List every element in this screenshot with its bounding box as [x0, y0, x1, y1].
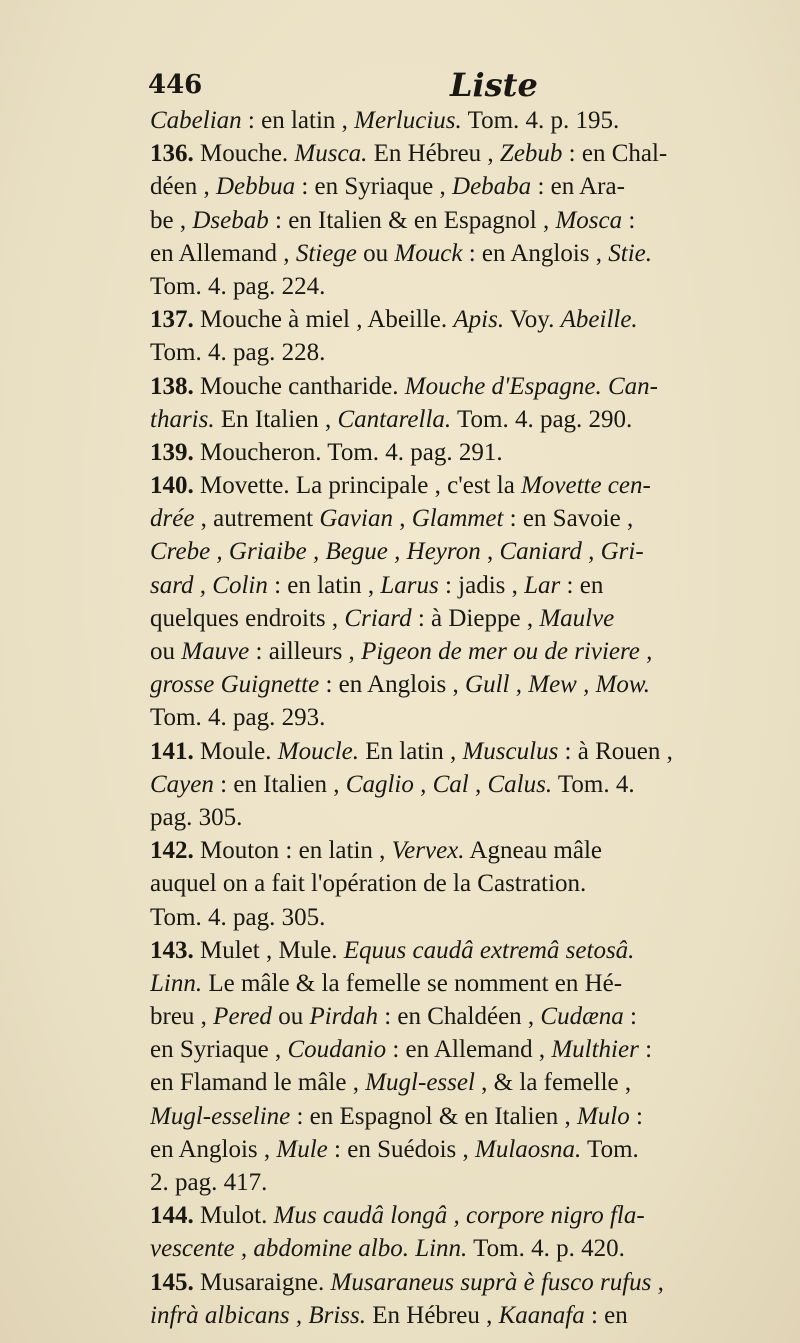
italic-term: Gavian: [319, 505, 393, 533]
text-segment: : en latin ,: [267, 571, 381, 599]
italic-term: Pigeon de mer ou de riviere ,: [361, 638, 653, 665]
text-segment: ,: [392, 505, 412, 533]
text-segment: :: [623, 1003, 637, 1031]
italic-term: Caglio , Cal , Calus.: [345, 770, 553, 798]
text-segment: Tom. 4. p. 195.: [461, 107, 620, 134]
italic-term: Linn.: [150, 969, 203, 997]
text-segment: En Italien ,: [214, 405, 338, 433]
italic-term: Mulaosna.: [475, 1135, 582, 1163]
text-line: [150, 1299, 770, 1332]
text-line: [150, 403, 770, 436]
text-line: [150, 768, 770, 801]
text-segment: : en Suédois ,: [327, 1135, 475, 1163]
text-segment: : en Chaldéen ,: [377, 1003, 541, 1031]
text-segment: Musaraigne.: [193, 1268, 331, 1296]
text-line: [150, 668, 770, 701]
italic-term: vescente , abdomine albo. Linn.: [150, 1235, 468, 1263]
italic-term: Dsebab: [192, 206, 269, 234]
text-line: [150, 1066, 770, 1099]
text-segment: Mouton : en latin ,: [193, 837, 392, 865]
text-line: [150, 635, 770, 668]
italic-term: Mulo: [576, 1102, 630, 1130]
italic-term: Musculus: [462, 737, 559, 765]
italic-term: Stie.: [608, 239, 653, 267]
italic-term: Debaba: [452, 173, 532, 201]
italic-term: Moucle.: [277, 737, 359, 765]
italic-term: Movette cen-: [521, 472, 651, 500]
italic-term: grosse Guignette: [150, 671, 320, 699]
italic-term: Mule: [276, 1135, 328, 1163]
text-segment: : en Anglois ,: [319, 671, 466, 699]
text-segment: : en Allemand ,: [386, 1036, 552, 1064]
italic-term: Multhier: [551, 1036, 639, 1064]
text-line: [150, 569, 770, 602]
italic-term: Abeille.: [560, 306, 638, 334]
text-segment: breu ,: [150, 1003, 214, 1031]
entry-number: 145.: [150, 1268, 194, 1296]
italic-term: Cantarella.: [337, 405, 452, 433]
text-line: [150, 303, 770, 336]
text-segment: : ailleurs ,: [249, 638, 362, 665]
text-segment: Tom. 4. pag. 228.: [150, 339, 326, 367]
text-segment: : en Syriaque ,: [295, 173, 453, 201]
entry-number: 144.: [150, 1202, 194, 1230]
text-line: [150, 535, 770, 568]
text-segment: Tom. 4. p. 420.: [467, 1235, 625, 1263]
text-segment: : en Italien ,: [213, 770, 346, 798]
text-segment: ,: [480, 538, 500, 566]
text-segment: : en Espagnol & en Italien ,: [290, 1102, 577, 1130]
text-segment: en Syriaque ,: [150, 1036, 288, 1064]
text-segment: : en Savoie ,: [503, 505, 634, 533]
italic-term: Vervex.: [391, 837, 465, 865]
text-segment: Moule.: [193, 737, 278, 765]
text-line: [150, 901, 770, 934]
entry-number: 143.: [150, 936, 194, 964]
italic-term: Cabelian: [150, 107, 242, 134]
text-segment: : à Dieppe ,: [411, 604, 540, 632]
text-line: [150, 469, 770, 502]
entry-number: 142.: [150, 837, 194, 865]
text-segment: Voy.: [504, 306, 561, 334]
italic-term: Mouche d'Espagne. Can-: [404, 372, 658, 400]
italic-term: infrà albicans , Briss.: [150, 1301, 366, 1329]
text-segment: déen ,: [150, 173, 216, 201]
text-segment: Mulot.: [193, 1202, 274, 1230]
text-segment: : en Ara-: [531, 173, 625, 201]
text-segment: Moucheron. Tom. 4. pag. 291.: [193, 438, 503, 466]
text-segment: , autrement: [194, 505, 320, 533]
text-line: [150, 735, 770, 768]
italic-term: Musaraneus suprà è fusco rufus ,: [330, 1268, 664, 1296]
italic-term: Lar: [524, 571, 561, 599]
text-line: [150, 370, 770, 403]
text-line: [150, 934, 770, 967]
italic-term: Apis.: [453, 306, 505, 334]
text-segment: , & la femelle ,: [474, 1069, 632, 1097]
text-line: [150, 336, 770, 369]
text-segment: Mouche.: [193, 140, 295, 168]
entry-number: 137.: [150, 306, 194, 334]
text-segment: ou: [356, 239, 395, 267]
italic-term: Kaanafa: [498, 1301, 585, 1329]
text-line: [150, 204, 770, 237]
text-line: [150, 1000, 770, 1033]
text-segment: en Flamand le mâle ,: [150, 1069, 366, 1097]
italic-term: Pered: [213, 1003, 272, 1031]
text-segment: en Anglois ,: [150, 1135, 277, 1163]
italic-term: drée: [150, 505, 195, 533]
page-number: 446: [148, 70, 203, 100]
text-line: [150, 701, 770, 734]
italic-term: Glammet: [411, 505, 504, 533]
text-line: [150, 1133, 770, 1166]
text-segment: Movette. La principale , c'est la: [193, 472, 522, 500]
text-line: [150, 1100, 770, 1133]
italic-term: sard , Colin: [150, 571, 268, 599]
text-segment: Mouche à miel , Abeille.: [193, 306, 454, 334]
italic-term: Stiege: [295, 239, 357, 267]
text-segment: : jadis ,: [438, 571, 525, 599]
text-segment: :: [622, 206, 636, 234]
text-line: [150, 867, 770, 900]
text-segment: pag. 305.: [150, 803, 243, 831]
entry-number: 136.: [150, 140, 194, 168]
italic-term: Musca.: [294, 140, 368, 168]
text-segment: Agneau mâle: [464, 837, 602, 865]
italic-term: Merlucius.: [354, 107, 462, 134]
italic-term: Crebe , Griaibe , Begue , Heyron: [150, 538, 481, 566]
text-line: [150, 602, 770, 635]
text-line: [150, 237, 770, 270]
italic-term: Pirdah: [309, 1003, 378, 1031]
entry-number: 139.: [150, 438, 194, 466]
text-line: [150, 137, 770, 170]
text-line: [150, 1033, 770, 1066]
text-segment: En Hébreu ,: [367, 140, 500, 168]
text-line: [150, 170, 770, 203]
text-segment: En latin ,: [359, 737, 463, 765]
text-segment: ou: [150, 638, 182, 665]
italic-term: Larus: [380, 571, 439, 599]
text-segment: Tom. 4. pag. 224.: [150, 272, 326, 300]
text-segment: En Hébreu ,: [366, 1301, 499, 1329]
text-segment: be ,: [150, 206, 193, 234]
text-segment: Tom. 4. pag. 293.: [150, 704, 326, 732]
italic-term: Equus caudâ extremâ setosâ.: [343, 936, 635, 964]
page-body-text: [150, 104, 770, 1332]
text-line: [150, 436, 770, 469]
italic-term: Mugl-esseline: [150, 1102, 291, 1130]
text-line: [150, 104, 770, 137]
text-segment: quelques endroits ,: [150, 604, 345, 632]
italic-term: Mosca: [555, 206, 623, 234]
italic-term: Coudanio: [287, 1036, 387, 1064]
text-segment: Tom. 4. pag. 305.: [150, 903, 326, 931]
entry-number: 140.: [150, 472, 194, 500]
text-line: [150, 1232, 770, 1265]
running-title: Liste: [450, 66, 538, 104]
italic-term: Gull , Mew , Mow.: [465, 671, 650, 699]
italic-term: Maulve: [539, 604, 615, 632]
italic-term: Mouck: [394, 239, 463, 267]
text-segment: Tom.: [581, 1135, 639, 1163]
text-line: [150, 1199, 770, 1232]
text-segment: ou: [271, 1003, 310, 1031]
italic-term: Caniard , Gri-: [499, 538, 644, 566]
italic-term: Cayen: [150, 770, 214, 798]
text-segment: Mouche cantharide.: [193, 372, 405, 400]
text-line: [150, 967, 770, 1000]
italic-term: Criard: [344, 604, 412, 632]
text-segment: Le mâle & la femelle se nomment en Hé-: [202, 969, 623, 997]
text-segment: : en: [584, 1301, 628, 1329]
italic-term: Zebub: [499, 140, 563, 168]
text-segment: : en: [560, 571, 604, 599]
text-line: [150, 801, 770, 834]
text-segment: :: [638, 1036, 653, 1064]
text-segment: 2. pag. 417.: [150, 1169, 268, 1196]
text-line: [150, 270, 770, 303]
text-segment: : à Rouen ,: [558, 737, 673, 765]
text-segment: Mulet , Mule.: [193, 936, 344, 964]
text-segment: auquel on a fait l'opération de la Castration.: [150, 870, 587, 898]
entry-number: 138.: [150, 372, 194, 400]
italic-term: tharis.: [150, 405, 215, 433]
text-segment: : en Anglois ,: [462, 239, 609, 267]
italic-term: Mugl-essel: [365, 1069, 475, 1097]
text-line: [150, 1166, 770, 1199]
text-segment: : en latin ,: [241, 107, 355, 134]
text-segment: : en Italien & en Espagnol ,: [268, 206, 556, 234]
text-line: [150, 1266, 770, 1299]
entry-number: 141.: [150, 737, 194, 765]
italic-term: Cudæna: [540, 1003, 624, 1031]
text-segment: Tom. 4. pag. 290.: [451, 405, 633, 433]
italic-term: Mauve: [181, 638, 250, 665]
text-segment: :: [629, 1102, 643, 1130]
text-line: [150, 502, 770, 535]
text-segment: : en Chal-: [562, 140, 668, 168]
italic-term: Mus caudâ longâ , corpore nigro fla-: [273, 1202, 645, 1230]
text-line: [150, 834, 770, 867]
text-segment: en Allemand ,: [150, 239, 296, 267]
text-segment: Tom. 4.: [552, 770, 635, 798]
italic-term: Debbua: [215, 173, 296, 201]
